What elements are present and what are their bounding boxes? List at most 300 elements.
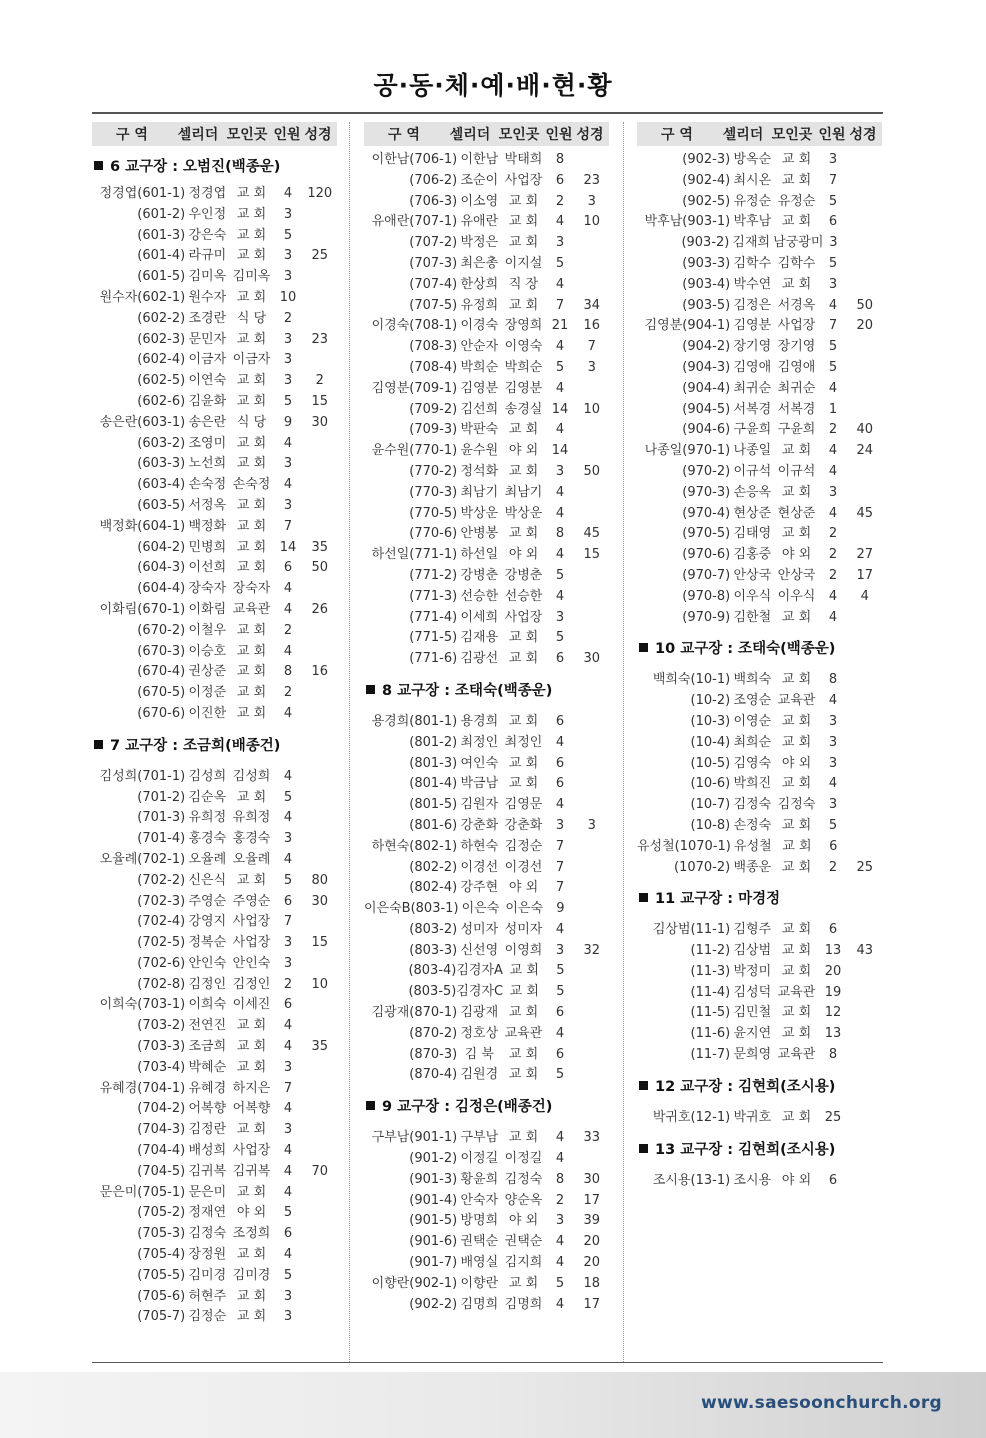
cell-bible [574, 1065, 609, 1086]
cell-count: 4 [283, 1247, 293, 1263]
cell-leader: 안인숙 [188, 955, 227, 971]
cell-area: 구부남(901-1) [371, 1130, 458, 1146]
cell-place: 교 회 [508, 1005, 539, 1021]
cell-count: 2 [283, 685, 293, 701]
footer-url[interactable]: www.saesoonchurch.org [700, 1393, 942, 1413]
cell-leader: 조영순 [733, 693, 772, 709]
cell-area: 백희숙(10-1) [652, 672, 731, 688]
cell-count: 4 [828, 609, 838, 625]
cell-place: 권택순 [504, 1234, 543, 1250]
cell-count: 4 [555, 214, 565, 230]
cell-bible [847, 192, 882, 213]
cell-area: (802-2) [409, 859, 458, 875]
cell-bible: 40 [856, 422, 873, 438]
cell-area: (970-4) [682, 505, 731, 521]
table-row [92, 767, 337, 788]
cell-leader: 정경엽 [188, 186, 227, 201]
table-row [637, 1024, 882, 1045]
table-row [637, 1171, 882, 1192]
table-row [92, 475, 337, 496]
cell-bible [847, 920, 882, 941]
cell-count: 5 [556, 984, 565, 1000]
cell-place: 김정순 [504, 838, 543, 854]
cell-place: 이지설 [504, 255, 543, 271]
table-row [92, 871, 337, 892]
square-bullet-icon [94, 161, 103, 170]
cell-bible [302, 434, 337, 455]
cell-bible [847, 212, 882, 233]
cell-leader: 구부남 [460, 1130, 499, 1146]
cell-count: 7 [283, 914, 293, 930]
cell-bible [847, 400, 882, 421]
cell-bible [302, 704, 337, 725]
cell-place: 교육관 [777, 984, 816, 1000]
cell-place: 교육관 [504, 1025, 543, 1041]
table-row [637, 1108, 882, 1129]
cell-area: (902-3) [682, 152, 731, 167]
cell-area: (704-4) [137, 1143, 186, 1159]
cell-leader: 백희숙 [733, 672, 772, 688]
table-row [637, 983, 882, 1004]
cell-count: 3 [283, 831, 293, 847]
cell-bible [574, 420, 609, 441]
cell-count: 4 [283, 768, 293, 784]
cell-leader: 박금남 [460, 776, 499, 792]
cell-bible: 30 [583, 1171, 600, 1187]
cell-leader: 손응옥 [733, 484, 772, 500]
cell-count: 3 [828, 484, 838, 500]
cell-place: 주영순 [232, 893, 271, 909]
cell-leader: 김순옥 [188, 789, 227, 805]
cell-count: 20 [824, 963, 842, 979]
cell-area: (603-5) [137, 497, 186, 513]
cell-area: (11-5) [690, 1005, 731, 1021]
cell-count: 6 [283, 1226, 293, 1242]
table-row [92, 850, 337, 871]
table-row [637, 296, 882, 317]
cell-leader: 장기영 [733, 339, 772, 355]
cell-place: 김정숙 [777, 797, 816, 813]
cell-place: 김정숙 [504, 1171, 543, 1187]
cell-place: 교 회 [781, 963, 812, 979]
cell-leader: 박희순 [460, 359, 499, 375]
cell-area: (970-6) [682, 547, 731, 563]
cell-place: 유희정 [232, 810, 271, 826]
table-row [637, 837, 882, 858]
table-row [364, 275, 609, 296]
cell-bible: 50 [856, 297, 873, 313]
cell-bible [302, 1183, 337, 1204]
table-row [637, 275, 882, 296]
cell-area: (670-2) [137, 622, 186, 638]
cell-place: 사업장 [777, 318, 816, 334]
cell-place: 야 외 [508, 1213, 539, 1229]
cell-place: 현상준 [777, 505, 816, 521]
cell-area: (708-4) [409, 359, 458, 375]
table-row [92, 704, 337, 725]
cell-area: 문은미(705-1) [99, 1184, 186, 1200]
cell-count: 3 [283, 331, 293, 347]
table-row [637, 192, 882, 213]
section-title-text: 6 교구장 : 오범진(백종운) [110, 159, 281, 175]
table-row [92, 517, 337, 538]
cell-bible [574, 712, 609, 733]
cell-place: 서경옥 [777, 297, 816, 313]
cell-leader: 김한철 [733, 609, 772, 625]
section-title-text: 9 교구장 : 김정은(배종건) [382, 1099, 553, 1116]
cell-bible [574, 858, 609, 879]
cell-area: (602-5) [137, 373, 186, 389]
cell-leader: 김윤화 [188, 393, 227, 409]
column-divider [349, 122, 350, 1362]
cell-bible: 7 [587, 339, 596, 355]
cell-place: 교 회 [781, 922, 812, 938]
cell-count: 3 [283, 206, 293, 222]
cell-place: 이영희 [504, 942, 543, 958]
section-title [364, 670, 609, 712]
cell-area: (709-2) [409, 401, 458, 417]
cell-bible [848, 837, 882, 858]
cell-leader: 이규석 [733, 463, 772, 479]
cell-area: (701-4) [137, 831, 186, 847]
cell-area: 나종일(970-1) [644, 443, 731, 459]
table-body [364, 150, 609, 1315]
cell-count: 3 [829, 235, 838, 251]
cell-count: 4 [283, 643, 293, 659]
cell-area: (803-5) [408, 984, 457, 1000]
cell-leader: 이소영 [460, 193, 499, 209]
table-row [364, 858, 609, 879]
cell-area: (903-5) [682, 297, 731, 313]
cell-bible: 45 [583, 526, 600, 542]
cell-leader: 김형주 [733, 922, 772, 938]
cell-area: (604-4) [137, 581, 186, 597]
cell-bible [847, 962, 882, 983]
cell-count: 4 [828, 776, 838, 792]
cell-place: 교 회 [236, 373, 267, 389]
table-row [92, 350, 337, 371]
cell-count: 7 [555, 297, 565, 313]
header-bible: 성경 [304, 127, 332, 143]
cell-bible [847, 337, 882, 358]
cell-bible: 30 [583, 651, 600, 667]
cell-bible: 34 [583, 297, 600, 313]
table-row [92, 1266, 337, 1287]
cell-area: (801-6) [409, 817, 458, 833]
cell-area: (970-8) [682, 588, 731, 604]
cell-area: (709-3) [409, 422, 458, 438]
cell-leader: 신은식 [188, 872, 227, 888]
table-row [92, 808, 337, 829]
table-row [364, 754, 609, 775]
cell-leader: 이금자 [188, 352, 227, 368]
cell-area: (702-6) [137, 955, 186, 971]
cell-count: 19 [824, 984, 842, 1000]
cell-area: (602-2) [137, 310, 186, 326]
table-row [92, 1058, 337, 1079]
header-area: 구 역 [388, 127, 420, 143]
cell-leader: 배성희 [188, 1143, 227, 1159]
cell-area: (803-4) [408, 963, 457, 979]
square-bullet-icon [94, 740, 103, 749]
table-row [92, 621, 337, 642]
cell-bible: 3 [587, 359, 596, 375]
cell-area: 용경희(801-1) [371, 713, 458, 729]
cell-leader: 최희순 [733, 734, 772, 750]
cell-bible [302, 829, 337, 850]
cell-place: 교 회 [508, 1275, 539, 1291]
cell-place: 교 회 [236, 1059, 267, 1075]
cell-place: 홍경숙 [232, 831, 271, 847]
cell-count: 3 [828, 734, 838, 750]
cell-bible [302, 808, 337, 829]
cell-leader: 유희정 [188, 810, 227, 826]
cell-count: 3 [555, 1213, 565, 1229]
cell-place: 김지희 [504, 1255, 543, 1271]
cell-bible [847, 733, 882, 754]
cell-place: 교 회 [781, 1026, 812, 1042]
table-row [92, 579, 337, 600]
cell-leader: 김경자A [456, 963, 503, 979]
cell-area: (670-5) [137, 685, 186, 701]
cell-area: (770-6) [409, 526, 458, 542]
cell-place: 교 회 [508, 1067, 539, 1083]
cell-count: 4 [555, 1151, 565, 1167]
cell-area: 윤수원(770-1) [371, 443, 458, 459]
table-row [92, 995, 337, 1016]
table-row [637, 316, 882, 337]
cell-place: 야 외 [781, 755, 812, 771]
table-row [637, 483, 882, 504]
cell-count: 6 [555, 651, 565, 667]
cell-count: 4 [283, 1143, 293, 1159]
cell-bible [574, 1003, 609, 1024]
cell-leader: 나종일 [733, 443, 772, 459]
cell-leader: 정호상 [460, 1025, 499, 1041]
cell-place: 교 회 [781, 172, 812, 188]
header-leader: 셀리더 [722, 127, 764, 143]
table-row [637, 941, 882, 962]
cell-area: (803-2) [409, 921, 458, 937]
cell-area: (11-4) [690, 984, 731, 1000]
cell-area: (903-2) [681, 235, 730, 251]
cell-count: 4 [555, 921, 565, 937]
cell-count: 4 [555, 588, 565, 604]
table-header [364, 122, 609, 146]
table-row [364, 1274, 609, 1295]
table-row [637, 150, 882, 171]
cell-leader: 정재연 [188, 1205, 227, 1221]
cell-place: 양순옥 [504, 1192, 543, 1208]
table-row [637, 858, 882, 879]
table-body [92, 150, 337, 1328]
cell-area: (601-4) [137, 248, 186, 264]
cell-leader: 손정숙 [733, 817, 772, 833]
cell-count: 6 [829, 838, 838, 854]
cell-bible: 16 [311, 664, 328, 680]
table-row [364, 878, 609, 899]
cell-leader: 방옥순 [733, 152, 772, 167]
cell-area: (970-7) [682, 567, 731, 583]
cell-place: 강춘화 [504, 817, 543, 833]
cell-bible: 50 [311, 560, 328, 576]
cell-count: 4 [283, 477, 293, 493]
table-row [92, 226, 337, 247]
cell-bible [302, 1287, 337, 1308]
cell-leader: 강주현 [460, 880, 499, 896]
cell-place: 손숙정 [232, 477, 271, 493]
cell-bible [574, 504, 609, 525]
cell-bible: 18 [583, 1275, 600, 1291]
cell-leader: 이은숙 [461, 901, 500, 917]
table-row [637, 441, 882, 462]
cell-bible [302, 954, 337, 975]
cell-leader: 문은미 [188, 1184, 227, 1200]
table-row [364, 316, 609, 337]
cell-place: 교 회 [781, 672, 812, 688]
cell-place: 김영분 [504, 380, 543, 396]
cell-area: (803-3) [409, 942, 458, 958]
cell-area: (970-3) [682, 484, 731, 500]
table-row [637, 337, 882, 358]
table-row [637, 524, 882, 545]
cell-bible: 35 [311, 539, 328, 555]
cell-area: (11-7) [690, 1047, 731, 1063]
cell-leader: 조금희 [188, 1039, 227, 1055]
cell-count: 5 [283, 789, 293, 805]
section-title-text: 11 교구장 : 마경정 [655, 891, 781, 908]
cell-bible [847, 691, 882, 712]
cell-leader: 성미자 [460, 921, 499, 937]
cell-place: 교 회 [781, 152, 812, 167]
cell-leader: 배영실 [460, 1255, 499, 1271]
table-row [92, 1016, 337, 1037]
table-row [364, 358, 609, 379]
table-row [92, 912, 337, 933]
table-row [637, 754, 882, 775]
cell-count: 2 [828, 859, 838, 875]
cell-count: 3 [283, 373, 293, 389]
cell-leader: 정복순 [188, 935, 227, 951]
cell-leader: 신선영 [460, 942, 499, 958]
cell-place: 교 회 [236, 622, 267, 638]
cell-place: 교 회 [508, 463, 539, 479]
cell-leader: 이한남 [460, 152, 499, 167]
cell-bible: 10 [583, 214, 600, 230]
cell-count: 6 [828, 1172, 838, 1188]
cell-bible [574, 150, 609, 171]
cell-count: 3 [283, 955, 293, 971]
cell-bible [302, 350, 337, 371]
cell-count: 10 [279, 289, 297, 305]
cell-leader: 정석화 [460, 463, 499, 479]
cell-place: 사업장 [504, 609, 543, 625]
cell-leader: 박정미 [733, 963, 772, 979]
cell-bible [574, 1024, 609, 1045]
table-row [364, 566, 609, 587]
cell-count: 5 [283, 393, 293, 409]
table-row [92, 954, 337, 975]
cell-count: 3 [828, 755, 838, 771]
cell-count: 4 [555, 1296, 565, 1312]
cell-bible: 39 [583, 1213, 600, 1229]
header-area: 구 역 [116, 127, 148, 143]
cell-bible [847, 1024, 882, 1045]
cell-place: 이정길 [504, 1151, 543, 1167]
table-row [92, 1079, 337, 1100]
cell-area: (707-4) [409, 276, 458, 292]
cell-bible: 33 [583, 1130, 600, 1146]
header-leader: 셀리더 [177, 127, 219, 143]
cell-leader: 이영순 [733, 713, 772, 729]
table-row [92, 892, 337, 913]
cell-place: 교 회 [508, 297, 539, 313]
table-header [92, 122, 337, 146]
column-1 [92, 122, 337, 1328]
cell-count: 5 [828, 817, 838, 833]
cell-bible [847, 483, 882, 504]
cell-bible: 15 [311, 393, 328, 409]
cell-count: 2 [555, 193, 565, 209]
table-row [364, 254, 609, 275]
cell-place: 교 회 [236, 331, 267, 347]
cell-area: (10-7) [690, 797, 731, 813]
cell-count: 3 [828, 797, 838, 813]
cell-place: 교 회 [236, 685, 267, 701]
cell-bible [302, 1245, 337, 1266]
cell-area: (970-9) [682, 609, 731, 625]
table-row [364, 1232, 609, 1253]
cell-area: 유성철(1070-1) [637, 838, 731, 854]
cell-count: 13 [824, 1026, 842, 1042]
cell-leader: 윤지연 [733, 1026, 772, 1042]
top-rule [92, 112, 883, 114]
cell-area: (902-5) [682, 193, 731, 209]
cell-leader: 강춘화 [460, 817, 499, 833]
table-row [637, 962, 882, 983]
table-row [637, 1045, 882, 1066]
cell-count: 8 [555, 152, 565, 167]
cell-area: (771-2) [409, 567, 458, 583]
cell-place: 교 회 [236, 1247, 267, 1263]
cell-leader: 박판숙 [460, 422, 499, 438]
table-row [92, 288, 337, 309]
cell-area: 김광재(870-1) [371, 1005, 458, 1021]
cell-area: (801-2) [409, 734, 458, 750]
cell-place: 김영애 [777, 359, 816, 375]
cell-bible [847, 795, 882, 816]
cell-area: (901-3) [409, 1171, 458, 1187]
cell-place: 야 외 [508, 547, 539, 563]
cell-bible: 2 [315, 373, 324, 389]
table-row [364, 774, 609, 795]
cell-leader: 박후남 [733, 214, 772, 230]
table-row [637, 795, 882, 816]
cell-count: 6 [555, 713, 565, 729]
cell-bible [574, 483, 609, 504]
cell-area: (801-5) [409, 797, 458, 813]
cell-place: 최남기 [504, 484, 543, 500]
section-title [637, 1129, 882, 1171]
cell-place: 교 회 [236, 1018, 267, 1034]
cell-bible [847, 670, 882, 691]
cell-count: 5 [828, 359, 838, 375]
table-body [637, 150, 882, 1191]
table-row [92, 933, 337, 954]
table-row [637, 420, 882, 441]
cell-area: 원수자(602-1) [99, 289, 186, 305]
cell-leader: 안숙자 [460, 1192, 499, 1208]
